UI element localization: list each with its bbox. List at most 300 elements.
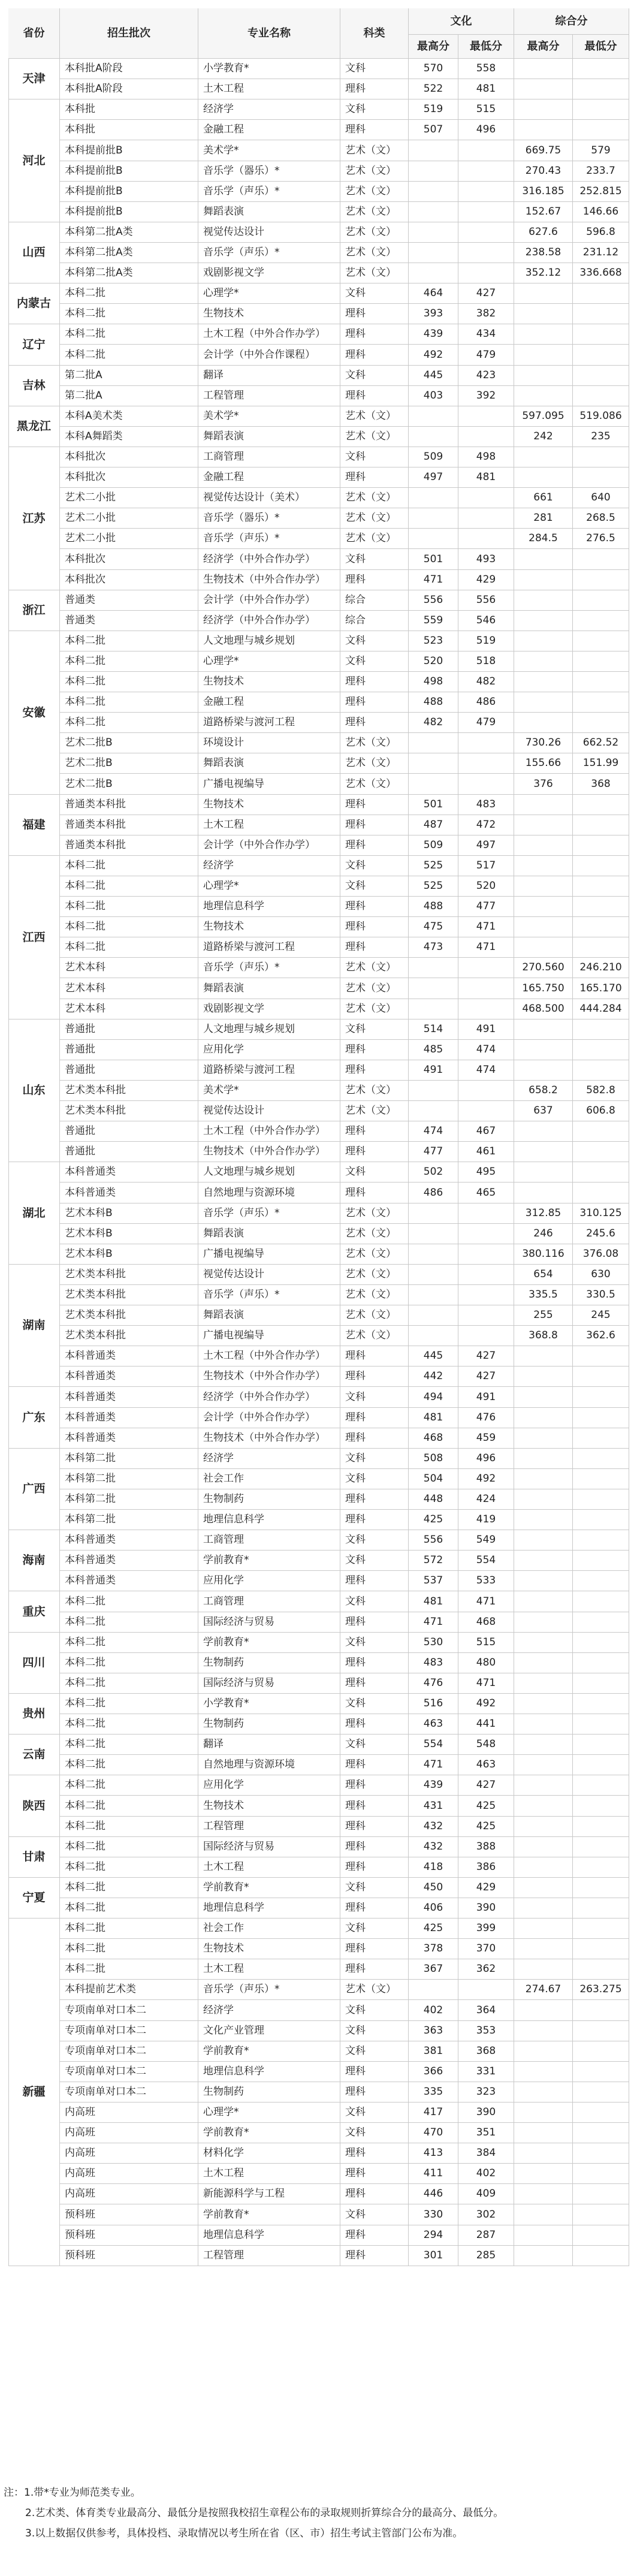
culture-min-cell: 498 (458, 447, 514, 467)
batch-cell: 本科普通类 (60, 1367, 198, 1387)
culture-min-cell: 471 (458, 1673, 514, 1694)
culture-min-cell: 427 (458, 1346, 514, 1367)
major-cell: 材料化学 (198, 2143, 340, 2164)
culture-min-cell: 425 (458, 1817, 514, 1837)
culture-min-cell: 468 (458, 1612, 514, 1633)
major-cell: 音乐学（声乐）* (198, 1980, 340, 2000)
province-cell: 甘肃 (8, 1837, 60, 1878)
major-cell: 生物技术（中外合作办学） (198, 1428, 340, 1449)
major-cell: 国际经济与贸易 (198, 1837, 340, 1857)
major-cell: 经济学 (198, 856, 340, 876)
category-cell: 理科 (340, 917, 409, 937)
composite-min-cell (573, 856, 629, 876)
major-cell: 经济学（中外合作办学） (198, 1387, 340, 1408)
major-cell: 生物技术 (198, 672, 340, 692)
culture-max-cell: 519 (409, 99, 458, 120)
composite-min-cell: 336.668 (573, 263, 629, 283)
composite-max-cell (514, 1449, 573, 1469)
major-cell: 人文地理与城乡规划 (198, 631, 340, 651)
culture-min-cell: 427 (458, 1775, 514, 1796)
culture-max-cell (409, 958, 458, 978)
culture-min-cell (458, 1203, 514, 1224)
culture-max-cell: 393 (409, 304, 458, 324)
category-cell: 文科 (340, 549, 409, 570)
composite-max-cell (514, 1183, 573, 1203)
culture-min-cell: 302 (458, 2204, 514, 2225)
composite-min-cell: 276.5 (573, 529, 629, 549)
culture-min-cell: 425 (458, 1796, 514, 1817)
culture-min-cell (458, 1081, 514, 1101)
province-cell: 吉林 (8, 366, 60, 406)
culture-max-cell: 474 (409, 1121, 458, 1142)
culture-max-cell: 481 (409, 1408, 458, 1428)
composite-min-cell (573, 795, 629, 815)
culture-max-cell: 432 (409, 1837, 458, 1857)
culture-min-cell: 481 (458, 467, 514, 488)
composite-min-cell (573, 1387, 629, 1408)
composite-max-cell (514, 1571, 573, 1591)
batch-cell: 本科二批 (60, 1775, 198, 1796)
culture-max-cell: 445 (409, 366, 458, 386)
category-cell: 文科 (340, 2021, 409, 2041)
batch-cell: 艺术本科B (60, 1244, 198, 1265)
composite-min-cell (573, 611, 629, 631)
culture-max-cell: 476 (409, 1673, 458, 1694)
batch-cell: 艺术类本科批 (60, 1285, 198, 1305)
composite-min-cell: 579 (573, 140, 629, 161)
batch-cell: 普通类 (60, 611, 198, 631)
culture-max-cell: 403 (409, 386, 458, 406)
composite-max-cell (514, 1694, 573, 1714)
category-cell: 文科 (340, 1735, 409, 1755)
composite-max-cell (514, 2225, 573, 2246)
major-cell: 音乐学（声乐）* (198, 243, 340, 263)
batch-cell: 普通批 (60, 1040, 198, 1060)
major-cell: 经济学（中外合作办学） (198, 549, 340, 570)
culture-max-cell (409, 243, 458, 263)
composite-min-cell (573, 2204, 629, 2225)
culture-max-cell: 378 (409, 1939, 458, 1959)
category-cell: 艺术（文） (340, 1265, 409, 1285)
category-cell: 文科 (340, 1469, 409, 1489)
composite-min-cell (573, 1121, 629, 1142)
batch-cell: 本科批 (60, 99, 198, 120)
culture-max-cell: 570 (409, 59, 458, 79)
header-category: 科类 (340, 8, 409, 59)
batch-cell: 本科批A阶段 (60, 79, 198, 99)
batch-cell: 本科第二批A类 (60, 243, 198, 263)
culture-max-cell (409, 733, 458, 753)
culture-max-cell: 497 (409, 467, 458, 488)
composite-min-cell (573, 2184, 629, 2204)
category-cell: 理科 (340, 1898, 409, 1919)
batch-cell: 内高班 (60, 2103, 198, 2123)
major-cell: 舞蹈表演 (198, 753, 340, 774)
category-cell: 文科 (340, 1162, 409, 1183)
category-cell: 文科 (340, 1530, 409, 1551)
province-cell: 贵州 (8, 1694, 60, 1735)
culture-max-cell: 502 (409, 1162, 458, 1183)
major-cell: 生物技术（中外合作办学） (198, 1367, 340, 1387)
composite-min-cell (573, 1939, 629, 1959)
culture-max-cell (409, 1980, 458, 2000)
category-cell: 理科 (340, 304, 409, 324)
batch-cell: 本科第二批 (60, 1449, 198, 1469)
category-cell: 文科 (340, 59, 409, 79)
composite-max-cell (514, 1919, 573, 1939)
major-cell: 视觉传达设计（美术） (198, 488, 340, 508)
composite-max-cell (514, 835, 573, 856)
composite-max-cell: 312.85 (514, 1203, 573, 1224)
batch-cell: 艺术类本科批 (60, 1081, 198, 1101)
composite-min-cell (573, 1367, 629, 1387)
category-cell: 艺术（文） (340, 263, 409, 283)
composite-max-cell: 284.5 (514, 529, 573, 549)
category-cell: 文科 (340, 2103, 409, 2123)
culture-max-cell: 488 (409, 692, 458, 713)
culture-min-cell: 392 (458, 386, 514, 406)
composite-max-cell (514, 1591, 573, 1612)
batch-cell: 专项南单对口本二 (60, 2021, 198, 2041)
culture-max-cell (409, 1244, 458, 1265)
culture-max-cell: 559 (409, 611, 458, 631)
culture-min-cell: 331 (458, 2062, 514, 2082)
culture-max-cell (409, 1285, 458, 1305)
composite-max-cell (514, 856, 573, 876)
province-cell: 浙江 (8, 590, 60, 631)
batch-cell: 本科提前批B (60, 182, 198, 202)
category-cell: 文科 (340, 366, 409, 386)
culture-max-cell: 439 (409, 1775, 458, 1796)
composite-max-cell (514, 1959, 573, 1980)
major-cell: 视觉传达设计 (198, 1101, 340, 1121)
major-cell: 音乐学（声乐）* (198, 1203, 340, 1224)
culture-min-cell (458, 978, 514, 999)
batch-cell: 本科A美术类 (60, 406, 198, 427)
province-cell: 陕西 (8, 1775, 60, 1837)
composite-max-cell: 368.8 (514, 1326, 573, 1346)
batch-cell: 本科普通类 (60, 1551, 198, 1571)
composite-min-cell (573, 1959, 629, 1980)
category-cell: 文科 (340, 651, 409, 672)
composite-min-cell (573, 1653, 629, 1673)
composite-max-cell: 597.095 (514, 406, 573, 427)
composite-max-cell (514, 1428, 573, 1449)
culture-max-cell: 494 (409, 1387, 458, 1408)
major-cell: 土木工程 (198, 1857, 340, 1878)
culture-max-cell: 471 (409, 1755, 458, 1775)
major-cell: 会计学（中外合作办学） (198, 1408, 340, 1428)
culture-min-cell: 461 (458, 1142, 514, 1162)
category-cell: 理科 (340, 1857, 409, 1878)
culture-max-cell: 556 (409, 1530, 458, 1551)
category-cell: 文科 (340, 2000, 409, 2021)
category-cell: 理科 (340, 1040, 409, 1060)
culture-min-cell (458, 958, 514, 978)
composite-max-cell (514, 631, 573, 651)
batch-cell: 本科二批 (60, 304, 198, 324)
major-cell: 自然地理与资源环境 (198, 1183, 340, 1203)
composite-max-cell (514, 1796, 573, 1817)
composite-min-cell (573, 1019, 629, 1040)
batch-cell: 本科二批 (60, 1612, 198, 1633)
culture-min-cell: 480 (458, 1653, 514, 1673)
batch-cell: 本科第二批 (60, 1510, 198, 1530)
culture-min-cell (458, 999, 514, 1019)
major-cell: 美术学* (198, 140, 340, 161)
culture-min-cell: 483 (458, 795, 514, 815)
composite-max-cell (514, 713, 573, 733)
composite-max-cell (514, 1019, 573, 1040)
province-cell: 福建 (8, 795, 60, 856)
category-cell: 理科 (340, 467, 409, 488)
culture-max-cell (409, 508, 458, 529)
culture-max-cell: 448 (409, 1489, 458, 1510)
culture-max-cell (409, 999, 458, 1019)
culture-max-cell: 425 (409, 1510, 458, 1530)
category-cell: 文科 (340, 1878, 409, 1898)
category-cell: 艺术（文） (340, 1224, 409, 1244)
major-cell: 经济学 (198, 2000, 340, 2021)
category-cell: 艺术（文） (340, 529, 409, 549)
major-cell: 音乐学（声乐）* (198, 958, 340, 978)
composite-min-cell (573, 692, 629, 713)
major-cell: 生物技术（中外合作办学） (198, 570, 340, 590)
batch-cell: 艺术类本科批 (60, 1305, 198, 1326)
composite-max-cell (514, 2204, 573, 2225)
batch-cell: 普通批 (60, 1121, 198, 1142)
category-cell: 理科 (340, 1653, 409, 1673)
culture-max-cell: 445 (409, 1346, 458, 1367)
category-cell: 理科 (340, 1060, 409, 1081)
major-cell: 工商管理 (198, 447, 340, 467)
culture-min-cell: 471 (458, 1591, 514, 1612)
composite-min-cell (573, 1673, 629, 1694)
major-cell: 自然地理与资源环境 (198, 1755, 340, 1775)
culture-min-cell: 481 (458, 79, 514, 99)
culture-max-cell (409, 488, 458, 508)
composite-max-cell (514, 549, 573, 570)
category-cell: 文科 (340, 1919, 409, 1939)
batch-cell: 本科提前批B (60, 140, 198, 161)
composite-max-cell (514, 1469, 573, 1489)
batch-cell: 预科班 (60, 2225, 198, 2246)
composite-min-cell: 444.284 (573, 999, 629, 1019)
category-cell: 文科 (340, 876, 409, 897)
category-cell: 艺术（文） (340, 488, 409, 508)
composite-max-cell (514, 99, 573, 120)
category-cell: 理科 (340, 570, 409, 590)
composite-max-cell (514, 79, 573, 99)
culture-min-cell: 558 (458, 59, 514, 79)
composite-min-cell (573, 1449, 629, 1469)
composite-max-cell (514, 1775, 573, 1796)
composite-max-cell: 627.6 (514, 222, 573, 243)
composite-max-cell (514, 1612, 573, 1633)
culture-max-cell: 483 (409, 1653, 458, 1673)
composite-max-cell: 352.12 (514, 263, 573, 283)
culture-max-cell (409, 263, 458, 283)
culture-max-cell (409, 182, 458, 202)
major-cell: 社会工作 (198, 1919, 340, 1939)
culture-max-cell: 525 (409, 856, 458, 876)
category-cell: 文科 (340, 631, 409, 651)
major-cell: 会计学（中外合作课程） (198, 345, 340, 366)
batch-cell: 本科批A阶段 (60, 59, 198, 79)
culture-min-cell (458, 1101, 514, 1121)
header-culture-max: 最高分 (409, 35, 458, 59)
culture-max-cell (409, 1081, 458, 1101)
composite-max-cell (514, 467, 573, 488)
composite-max-cell (514, 1878, 573, 1898)
batch-cell: 本科二批 (60, 692, 198, 713)
composite-min-cell: 146.66 (573, 202, 629, 222)
major-cell: 土木工程（中外合作办学） (198, 324, 340, 345)
batch-cell: 本科普通类 (60, 1346, 198, 1367)
culture-min-cell: 533 (458, 1571, 514, 1591)
batch-cell: 本科提前批B (60, 202, 198, 222)
culture-min-cell: 362 (458, 1959, 514, 1980)
culture-min-cell: 471 (458, 917, 514, 937)
note-3: 3.以上数据仅供参考，具体投档、录取情况以考生所在省（区、市）招生考试主管部门公布为准。 (25, 2527, 463, 2539)
culture-max-cell: 475 (409, 917, 458, 937)
category-cell: 理科 (340, 1408, 409, 1428)
major-cell: 新能源科学与工程 (198, 2184, 340, 2204)
major-cell: 道路桥梁与渡河工程 (198, 1060, 340, 1081)
category-cell: 理科 (340, 1796, 409, 1817)
culture-min-cell: 476 (458, 1408, 514, 1428)
culture-max-cell: 508 (409, 1449, 458, 1469)
notes-section (4, 2483, 633, 2544)
culture-max-cell (409, 529, 458, 549)
composite-min-cell: 362.6 (573, 1326, 629, 1346)
batch-cell: 本科二批 (60, 1591, 198, 1612)
major-cell: 广播电视编导 (198, 1244, 340, 1265)
note-2: 2.艺术类、体育类专业最高分、最低分是按照我校招生章程公布的录取规则折算综合分的最高分、最低分。 (25, 2507, 504, 2519)
batch-cell: 艺术类本科批 (60, 1101, 198, 1121)
batch-cell: 本科A舞蹈类 (60, 427, 198, 447)
composite-max-cell: 270.43 (514, 161, 573, 182)
composite-min-cell (573, 2021, 629, 2041)
culture-min-cell: 409 (458, 2184, 514, 2204)
batch-cell: 本科二批 (60, 1898, 198, 1919)
composite-max-cell (514, 1060, 573, 1081)
major-cell: 地理信息科学 (198, 2062, 340, 2082)
major-cell: 工商管理 (198, 1591, 340, 1612)
composite-max-cell (514, 2164, 573, 2184)
major-cell: 广播电视编导 (198, 1326, 340, 1346)
major-cell: 学前教育* (198, 2204, 340, 2225)
batch-cell: 本科二批 (60, 1837, 198, 1857)
culture-max-cell: 485 (409, 1040, 458, 1060)
category-cell: 理科 (340, 1775, 409, 1796)
composite-max-cell (514, 324, 573, 345)
composite-min-cell (573, 1796, 629, 1817)
category-cell: 理科 (340, 2062, 409, 2082)
composite-min-cell (573, 467, 629, 488)
major-cell: 地理信息科学 (198, 1510, 340, 1530)
culture-min-cell: 427 (458, 283, 514, 304)
category-cell: 艺术（文） (340, 161, 409, 182)
major-cell: 土木工程 (198, 79, 340, 99)
batch-cell: 艺术本科 (60, 999, 198, 1019)
major-cell: 音乐学（声乐）* (198, 1285, 340, 1305)
major-cell: 经济学（中外合作办学） (198, 611, 340, 631)
batch-cell: 本科二批 (60, 897, 198, 917)
culture-max-cell (409, 1203, 458, 1224)
culture-min-cell: 493 (458, 549, 514, 570)
batch-cell: 本科二批 (60, 345, 198, 366)
culture-min-cell (458, 406, 514, 427)
composite-min-cell (573, 835, 629, 856)
batch-cell: 第二批A (60, 386, 198, 406)
composite-min-cell (573, 1183, 629, 1203)
composite-min-cell (573, 1408, 629, 1428)
batch-cell: 艺术本科 (60, 978, 198, 999)
category-cell: 理科 (340, 815, 409, 835)
culture-min-cell (458, 243, 514, 263)
province-cell: 新疆 (8, 1919, 60, 2266)
category-cell: 理科 (340, 672, 409, 692)
composite-min-cell: 662.52 (573, 733, 629, 753)
composite-min-cell (573, 447, 629, 467)
composite-min-cell (573, 1919, 629, 1939)
composite-min-cell (573, 1469, 629, 1489)
composite-min-cell (573, 79, 629, 99)
composite-min-cell (573, 1142, 629, 1162)
culture-min-cell: 474 (458, 1060, 514, 1081)
composite-min-cell (573, 1162, 629, 1183)
composite-max-cell: 335.5 (514, 1285, 573, 1305)
batch-cell: 内高班 (60, 2123, 198, 2143)
major-cell: 工程管理 (198, 2246, 340, 2266)
composite-max-cell (514, 651, 573, 672)
culture-max-cell (409, 753, 458, 774)
batch-cell: 本科二批 (60, 1673, 198, 1694)
category-cell: 理科 (340, 2164, 409, 2184)
province-cell: 山东 (8, 1019, 60, 1162)
category-cell: 理科 (340, 692, 409, 713)
culture-min-cell: 554 (458, 1551, 514, 1571)
category-cell: 理科 (340, 120, 409, 140)
culture-min-cell: 434 (458, 324, 514, 345)
category-cell: 艺术（文） (340, 182, 409, 202)
category-cell: 艺术（文） (340, 140, 409, 161)
composite-min-cell: 376.08 (573, 1244, 629, 1265)
major-cell: 音乐学（器乐）* (198, 508, 340, 529)
composite-min-cell (573, 304, 629, 324)
culture-min-cell: 479 (458, 345, 514, 366)
culture-max-cell: 481 (409, 1591, 458, 1612)
culture-max-cell: 501 (409, 795, 458, 815)
composite-max-cell: 255 (514, 1305, 573, 1326)
culture-max-cell: 525 (409, 876, 458, 897)
culture-min-cell: 424 (458, 1489, 514, 1510)
culture-min-cell (458, 427, 514, 447)
batch-cell: 本科二批 (60, 917, 198, 937)
culture-min-cell: 471 (458, 937, 514, 958)
culture-max-cell: 442 (409, 1367, 458, 1387)
culture-max-cell: 514 (409, 1019, 458, 1040)
culture-max-cell (409, 202, 458, 222)
major-cell: 小学教育* (198, 59, 340, 79)
culture-max-cell: 486 (409, 1183, 458, 1203)
batch-cell: 本科二批 (60, 283, 198, 304)
composite-min-cell (573, 2225, 629, 2246)
major-cell: 舞蹈表演 (198, 202, 340, 222)
category-cell: 文科 (340, 283, 409, 304)
culture-min-cell (458, 182, 514, 202)
